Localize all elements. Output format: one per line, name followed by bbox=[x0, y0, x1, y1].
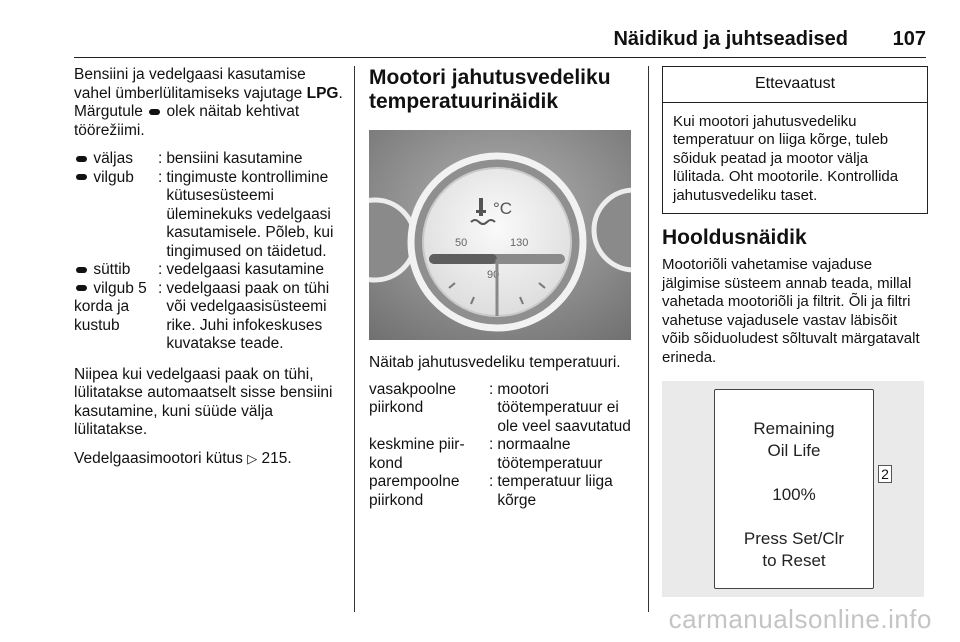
coolant-gauge-image bbox=[369, 130, 631, 340]
gauge-caption: Näitab jahutusvedeliku temperatuuri. bbox=[369, 354, 621, 371]
header-title: Näidikud ja juhtseadised bbox=[613, 28, 848, 50]
table-row: väljas : bensiini kasutamine bbox=[74, 150, 346, 169]
page-header bbox=[74, 28, 926, 58]
lpg-status-table bbox=[74, 150, 346, 354]
column-divider bbox=[354, 66, 355, 612]
caution-box bbox=[662, 66, 928, 214]
oil-life-display-image bbox=[662, 381, 924, 597]
watermark: carmanualsonline.info bbox=[668, 604, 932, 634]
display-page-badge: 2 bbox=[878, 465, 892, 483]
table-row: keskmine piirkond : normaalne töötemperatuur bbox=[369, 436, 603, 472]
service-section-title: Hooldusnäidik bbox=[662, 226, 807, 249]
oil-life-percent: 100% bbox=[772, 485, 816, 504]
gauge-unit: °C bbox=[493, 199, 513, 218]
gauge-tick-mid: 90 bbox=[487, 269, 500, 281]
oil-life-screen bbox=[714, 389, 874, 589]
lpg-intro: Bensiini ja vedelgaasi kasutamise vahel ümberlülitamiseks vajutage LPG. Märgutule olek näitab kehtivat töörežiimi. bbox=[74, 66, 343, 139]
gauge-tick-right: 130 bbox=[510, 237, 529, 249]
oil-life-line4: to Reset bbox=[762, 551, 826, 570]
caution-body: Kui mootori jahutusvedeliku temperatuur on liiga kõrge, tuleb sõiduk peatad ja mootor välja lülitada. Oht mootorile. Kontrollida jahutusvedeliku taset. bbox=[673, 112, 899, 204]
page-number: 107 bbox=[892, 28, 926, 50]
lpg-indicator-icon bbox=[76, 285, 87, 291]
table-row: parempoolne piirkond : temperatuur liiga kõrge bbox=[369, 473, 613, 509]
coolant-range-table bbox=[369, 381, 635, 511]
page-reference-link[interactable]: 215. bbox=[261, 449, 292, 467]
table-row: vilgub : tingimuste kontrollimine kütusesüsteemi üleminekuks vedelgaasi kasutamisele. Põleb, kui tingimused on täidetud. bbox=[74, 169, 346, 262]
column-lpg bbox=[74, 66, 346, 478]
oil-life-line2: Oil Life bbox=[767, 441, 821, 460]
column-divider bbox=[648, 66, 649, 612]
table-row: vilgub 5 korda ja kustub : vedelgaasi paak on tühi või vedelgaasisüsteemi rike. Juhi infokeskuses kuvatakse teade. bbox=[74, 279, 330, 352]
lpg-fuel-reference: Vedelgaasimootori kütus ▷ 215. bbox=[74, 449, 292, 467]
lpg-indicator-icon bbox=[76, 156, 87, 162]
table-row: süttib : vedelgaasi kasutamine bbox=[74, 261, 346, 280]
column-coolant bbox=[369, 66, 635, 522]
lpg-button-label: LPG bbox=[306, 84, 339, 102]
column-service bbox=[662, 66, 928, 597]
service-section-body: Mootoriõli vahetamise vajaduse jälgimise süsteem annab teada, millal vahetada mootoriõli ja filtrit. Õli ja filtri vahetuse vajadusele vastav läbisõit võib sõiduoludest sõltuvalt märgatavalt erineda. bbox=[662, 256, 920, 366]
lpg-para: Niipea kui vedelgaasi paak on tühi, lülitatakse automaatselt sisse bensiini kasutamine, kuni süüde välja lülitatakse. bbox=[74, 365, 333, 438]
coolant-section-title: Mootori jahutusvedeliku temperatuurinäidik bbox=[369, 66, 611, 113]
table-row: vasakpoolne piirkond : mootori töötemperatuur ei ole veel saavutatud bbox=[369, 380, 631, 435]
lpg-indicator-icon bbox=[149, 109, 160, 115]
page-reference-arrow-icon: ▷ bbox=[247, 450, 258, 466]
oil-life-line3: Press Set/Clr bbox=[743, 529, 845, 548]
caution-title: Ettevaatust bbox=[663, 67, 927, 103]
lpg-indicator-icon bbox=[76, 174, 87, 180]
gauge-tick-left: 50 bbox=[455, 237, 468, 249]
oil-life-line1: Remaining bbox=[753, 419, 835, 438]
lpg-indicator-icon bbox=[76, 267, 87, 273]
